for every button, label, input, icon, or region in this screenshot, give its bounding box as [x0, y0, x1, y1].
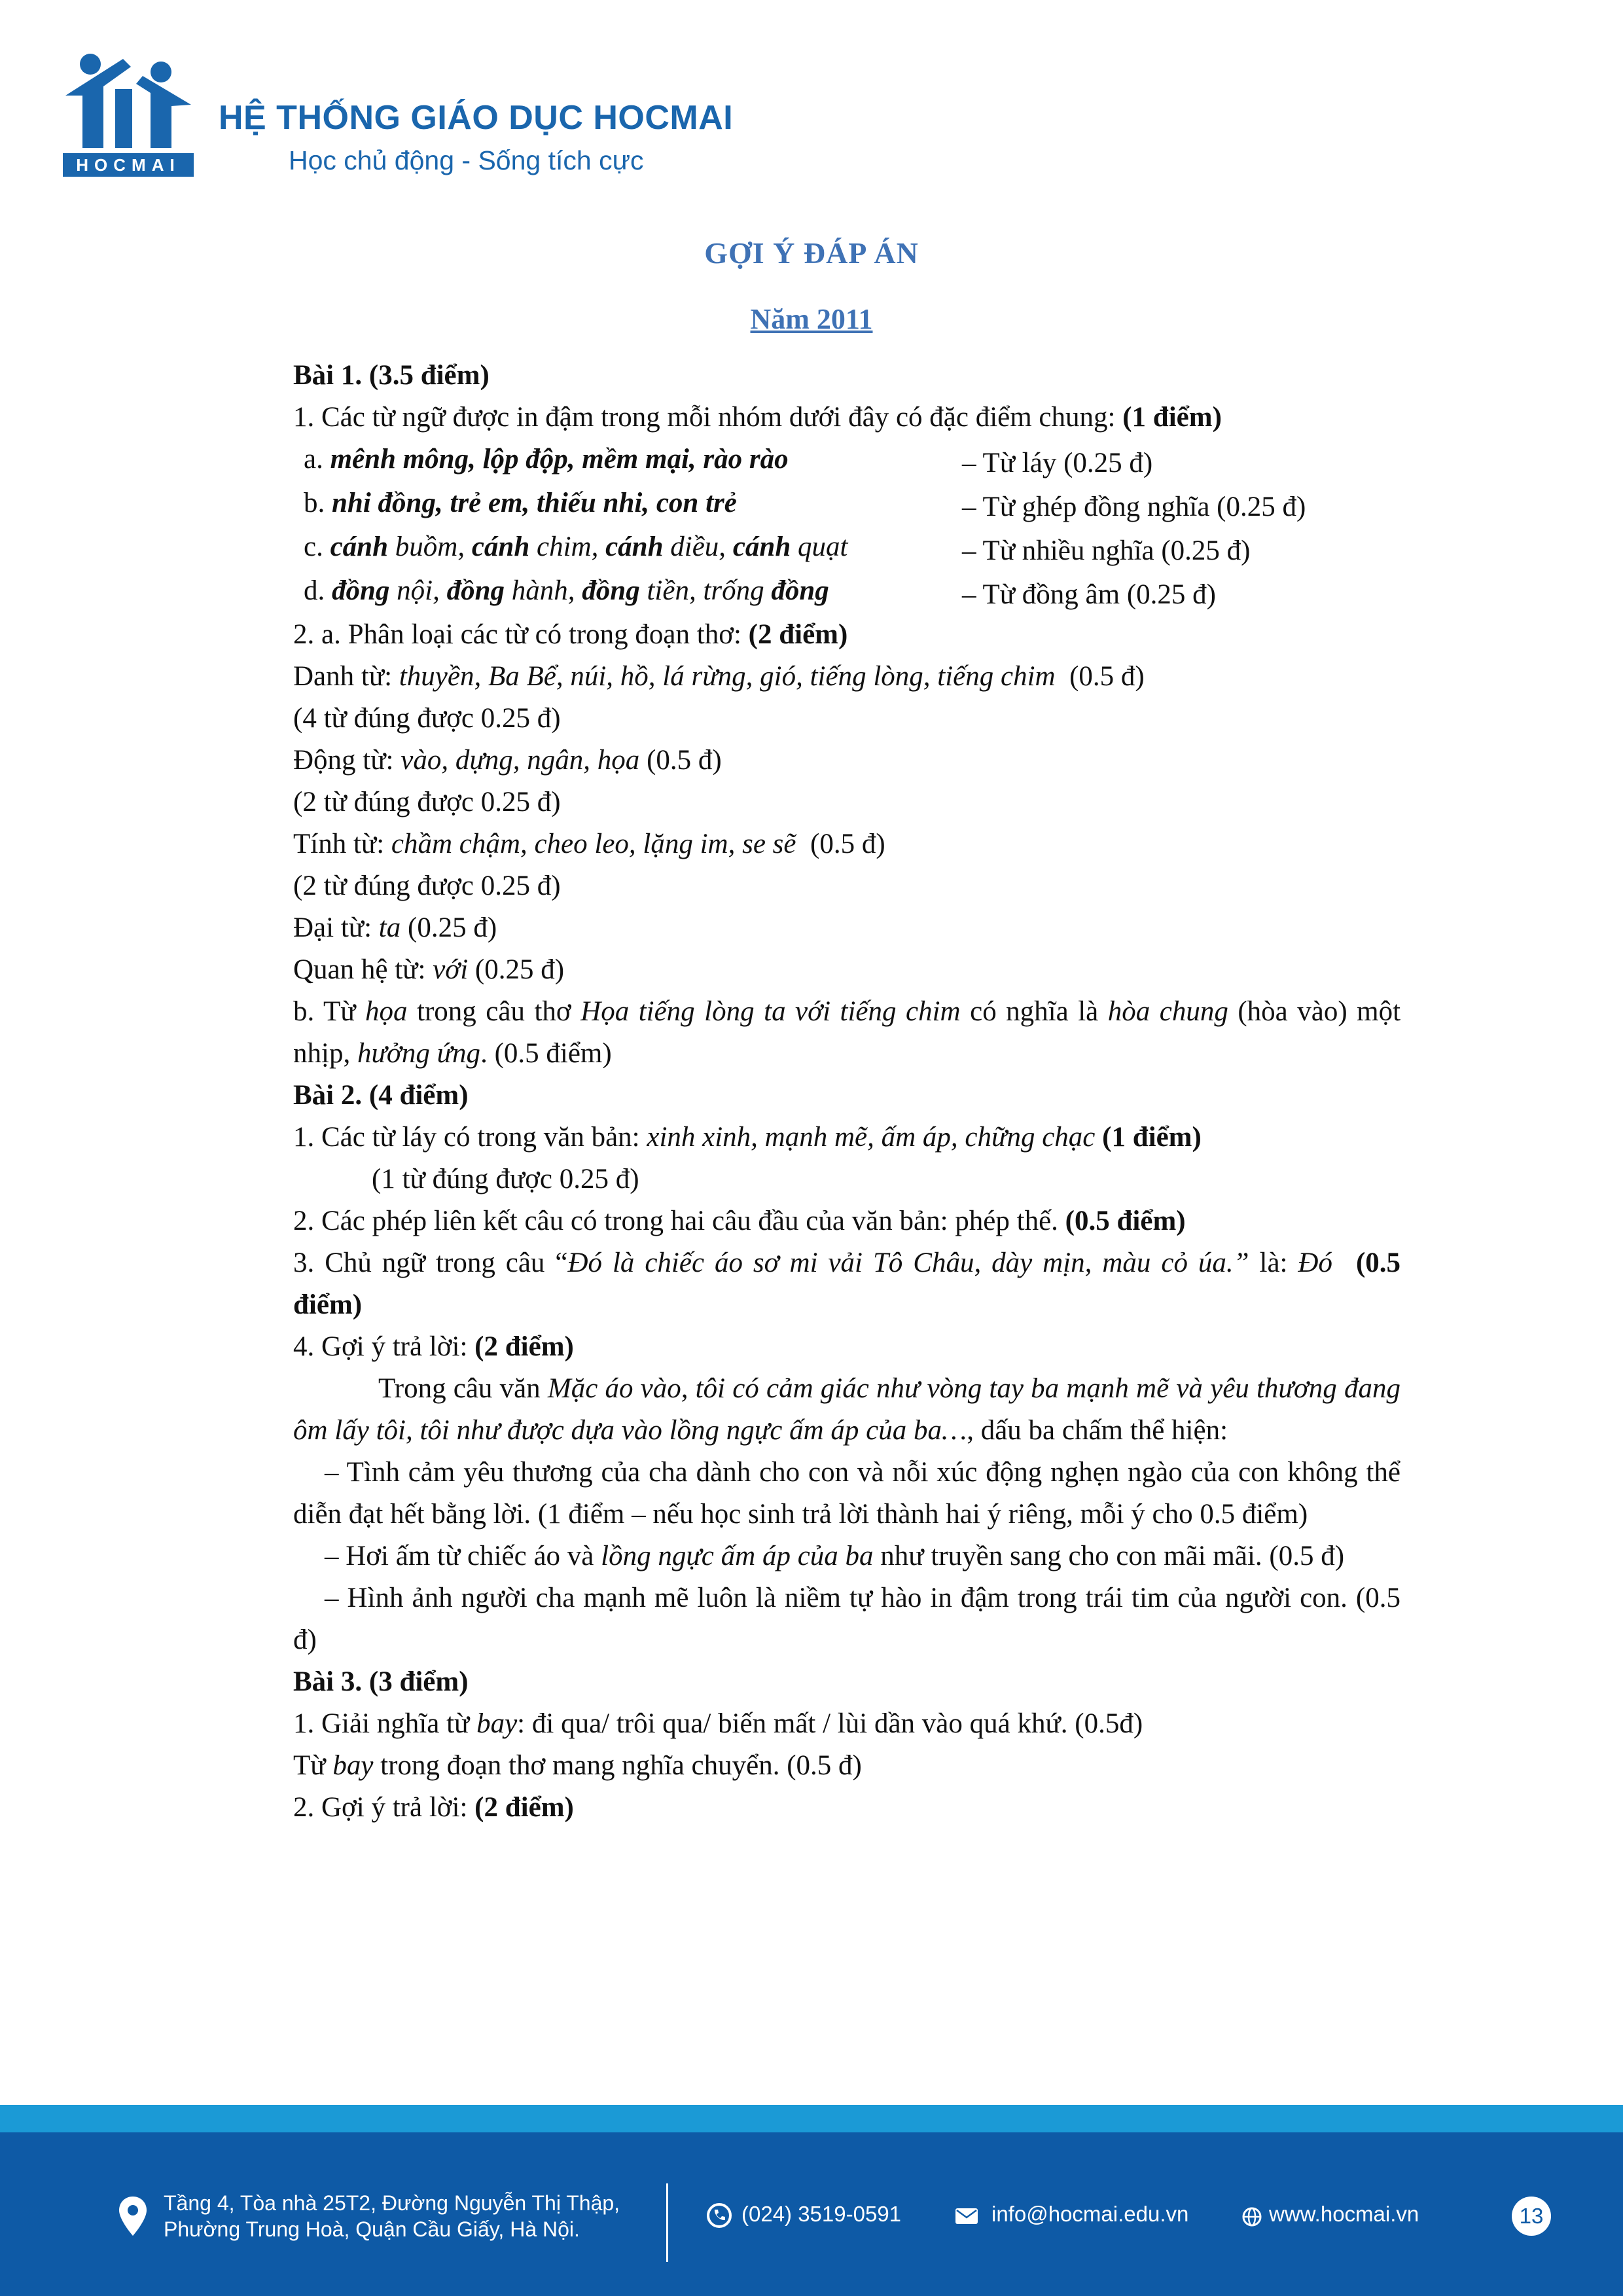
text-run: Mặc áo vào, tôi có cảm giác như vòng tay ba mạnh mẽ và yêu thương đang ôm lấy tôi, tôi như được dựa vào lồng ngực ấm áp của ba…	[293, 1373, 1400, 1446]
page-footer	[0, 2132, 1623, 2296]
text-run: bay	[332, 1750, 374, 1781]
text-run: – Hình ảnh người cha mạnh mẽ luôn là niềm tự hào in đậm trong trái tim của người con. (0.5 đ)	[293, 1583, 1400, 1655]
text-run: chim,	[529, 531, 606, 562]
text-run: Từ	[293, 1750, 333, 1781]
text-run: diều,	[663, 531, 733, 562]
text-run: cánh	[330, 531, 389, 562]
phone-icon	[707, 2203, 732, 2228]
text-run: mênh mông, lộp độp, mềm mại, rào rào	[330, 444, 789, 475]
text-run: hưởng ứng	[357, 1038, 481, 1069]
text-run: Trong câu văn	[378, 1373, 548, 1404]
bai1-group-d	[293, 570, 1400, 614]
group-words: b. nhi đồng, trẻ em, thiếu nhi, con trẻ	[304, 488, 737, 518]
bai2-q2: 2. Các phép liên kết câu có trong hai câu đầu của văn bản: phép thế. (0.5 điểm)	[293, 1206, 1186, 1236]
page-number-badge: 13	[1512, 2197, 1551, 2236]
footer-divider	[666, 2183, 668, 2262]
bai3-heading: Bài 3. (3 điểm)	[293, 1666, 469, 1697]
text-run: nhi đồng, trẻ em, thiếu nhi, con trẻ	[332, 488, 737, 518]
text-run: : đi qua/ trôi qua/ biến mất / lùi dần vào quá khứ. (0.5đ)	[517, 1708, 1143, 1739]
tinh-tu-note: (2 từ đúng được 0.25 đ)	[293, 870, 561, 901]
text-run: đồng	[332, 575, 390, 606]
people-logo-icon	[63, 50, 194, 154]
footer-website[interactable]: www.hocmai.vn	[1269, 2202, 1419, 2226]
quan-he-tu-line: Quan hệ từ: với (0.25 đ)	[293, 954, 565, 985]
dong-tu-line: Động từ: vào, dựng, ngân, họa (0.5 đ)	[293, 745, 722, 776]
text-run: như truyền sang cho con mãi mãi. (0.5 đ)	[873, 1541, 1345, 1571]
bai2-q4-point-2	[293, 1535, 1400, 1577]
bai1-group-a	[293, 439, 1400, 482]
text-run: buồm,	[388, 531, 472, 562]
text-run: trong đoạn thơ mang nghĩa chuyển. (0.5 đ)	[373, 1750, 862, 1781]
group-words: d. đồng nội, đồng hành, đồng tiền, trống đồng	[304, 575, 829, 606]
text-run: – Hơi ấm từ chiếc áo và	[325, 1541, 601, 1571]
text-run: đồng	[771, 575, 829, 606]
answer-content	[293, 355, 1400, 1829]
danh-tu-line: Danh từ: thuyền, Ba Bể, núi, hồ, lá rừng, gió, tiếng lòng, tiếng chim (0.5 đ)	[293, 661, 1145, 692]
footer-email[interactable]: info@hocmai.edu.vn	[991, 2202, 1189, 2226]
bai2-q3: 3. Chủ ngữ trong câu “Đó là chiếc áo sơ mi vải Tô Châu, dày mịn, màu cỏ úa.” là: Đó (0.5 điểm)	[293, 1247, 1401, 1320]
text-run: hành,	[505, 575, 582, 606]
text-run: lồng ngực ấm áp của ba	[601, 1541, 874, 1571]
hocmai-logo	[63, 50, 194, 178]
globe-icon	[1242, 2207, 1262, 2227]
bai2-q4: 4. Gợi ý trả lời: (2 điểm)	[293, 1331, 574, 1362]
bai2-q4-paragraph	[293, 1368, 1400, 1452]
bai2-q4-point-1	[293, 1452, 1400, 1535]
brand-title: HỆ THỐNG GIÁO DỤC HOCMAI	[219, 99, 734, 137]
text-run: 1. Giải nghĩa từ	[293, 1708, 477, 1739]
bai1-q1: 1. Các từ ngữ được in đậm trong mỗi nhóm dưới đây có đặc điểm chung: (1 điểm)	[293, 402, 1222, 433]
group-answer: – Từ nhiều nghĩa (0.25 đ)	[962, 535, 1251, 566]
text-run: tiền, trống	[639, 575, 772, 606]
group-answer: – Từ láy (0.25 đ)	[962, 448, 1153, 478]
text-run: quạt	[791, 531, 848, 562]
bai2-q1: 1. Các từ láy có trong văn bản: xinh xinh, mạnh mẽ, ấm áp, chững chạc (1 điểm)	[293, 1122, 1202, 1153]
bai3-q1	[293, 1703, 1400, 1745]
bai2-q1-note: (1 từ đúng được 0.25 đ)	[372, 1164, 639, 1194]
footer-stripe	[0, 2105, 1623, 2132]
document-subtitle: Năm 2011	[750, 303, 873, 335]
bai3-q2: 2. Gợi ý trả lời: (2 điểm)	[293, 1792, 574, 1823]
logo-text: HOCMAI	[63, 153, 194, 177]
document-title: GỢI Ý ĐÁP ÁN	[704, 236, 919, 270]
email-icon	[955, 2208, 978, 2224]
text-run: đồng	[446, 575, 505, 606]
text-run: trong câu thơ	[407, 996, 581, 1027]
footer-address: Tầng 4, Tòa nhà 25T2, Đường Nguyễn Thị Thập, Phường Trung Hoà, Quận Cầu Giấy, Hà Nội.	[164, 2191, 620, 2241]
text-run: b. Từ	[293, 996, 366, 1027]
text-run: – Tình cảm yêu thương của cha dành cho con và nỗi xúc động nghẹn ngào của con không thể diễn đạt hết bằng lời. (1 điểm – nếu học sinh trả lời thành hai ý riêng, mỗi ý cho 0.5 điểm)	[293, 1457, 1400, 1530]
group-answer: – Từ ghép đồng nghĩa (0.25 đ)	[962, 492, 1306, 522]
text-run: hòa chung	[1107, 996, 1228, 1027]
location-pin-icon	[118, 2195, 148, 2237]
group-words: a. mênh mông, lộp độp, mềm mại, rào rào	[304, 444, 789, 475]
bai1-group-c	[293, 526, 1400, 570]
text-run: cánh	[605, 531, 664, 562]
text-run: . (0.5 điểm)	[480, 1038, 612, 1069]
text-run: bay	[476, 1708, 518, 1739]
bai1-heading: Bài 1. (3.5 điểm)	[293, 360, 490, 391]
group-words: c. cánh buồm, cánh chim, cánh diều, cánh quạt	[304, 531, 848, 562]
text-run: cánh	[732, 531, 791, 562]
dong-tu-note: (2 từ đúng được 0.25 đ)	[293, 787, 561, 817]
text-run: (hòa vào) một nhịp,	[293, 996, 1401, 1069]
text-run: đồng	[582, 575, 640, 606]
page-header	[63, 50, 848, 187]
text-run: Họa tiếng lòng ta với tiếng chim	[580, 996, 961, 1027]
bai3-q1b	[293, 1745, 1400, 1787]
text-run: có nghĩa là	[960, 996, 1108, 1027]
text-run: , dấu ba chấm thể hiện:	[967, 1415, 1228, 1446]
danh-tu-note: (4 từ đúng được 0.25 đ)	[293, 703, 561, 734]
bai2-q4-point-3	[293, 1577, 1400, 1661]
text-run: cánh	[471, 531, 530, 562]
bai2-heading: Bài 2. (4 điểm)	[293, 1080, 469, 1111]
dai-tu-line: Đại từ: ta (0.25 đ)	[293, 912, 497, 943]
text-run: họa	[365, 996, 408, 1027]
text-run: nội,	[389, 575, 447, 606]
bai1-q2b	[293, 991, 1400, 1075]
tinh-tu-line: Tính từ: chầm chậm, cheo leo, lặng im, se sẽ (0.5 đ)	[293, 829, 885, 859]
bai1-group-b	[293, 482, 1400, 526]
brand-slogan: Học chủ động - Sống tích cực	[289, 145, 644, 175]
footer-phone[interactable]: (024) 3519-0591	[741, 2202, 902, 2226]
group-answer: – Từ đồng âm (0.25 đ)	[962, 579, 1216, 610]
bai1-q2a: 2. a. Phân loại các từ có trong đoạn thơ: (2 điểm)	[293, 619, 848, 650]
